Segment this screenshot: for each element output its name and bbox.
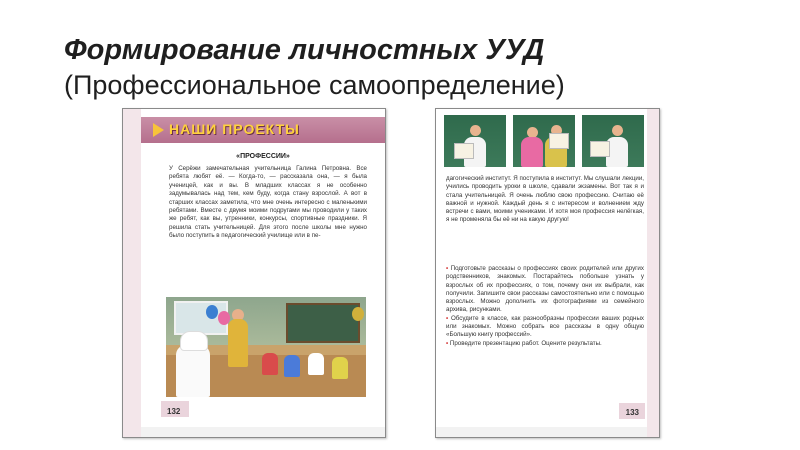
- task-item: • Подготовьте рассказы о профессиях своих родителей или других родственников, знакомых. Постарайтесь побольше узнать у взрослых об их профессиях, о том, почему они их выбрали, как получили. Запишите свои рассказы самостоятельно или с помощью взрослых. Можно дополнить их фотографиями из семейного архива, рисунками.: [446, 265, 644, 314]
- textbook-page-left: [122, 108, 386, 438]
- page-edge-decoration: [123, 109, 141, 437]
- bullet-icon: •: [446, 339, 449, 347]
- story-title: «ПРОФЕССИИ»: [236, 153, 290, 160]
- task-item: • Проведите презентацию работ. Оцените результаты.: [446, 339, 602, 347]
- section-header-title: НАШИ ПРОЕКТЫ: [169, 121, 300, 137]
- bullet-icon: •: [446, 314, 449, 322]
- story-continuation: дагогический институт. Я поступила в институт. Мы слушали лекции, учились проводить уроки в школе, сдавали экзамены. Вот так я и стала учительницей. Я очень люблю свою профессию. Считаю её важной и нужной. Каждый день я с интересом и волнением жду встречи с вами, моими учениками. И хотя моя профессия нелёгкая, я не променяла бы её ни на какую другую!: [446, 175, 645, 224]
- task-list: [446, 265, 644, 348]
- page-number: 132: [167, 407, 181, 416]
- task-item: • Обсудите в классе, как разнообразны профессии ваших родных или знакомых. Можно собрать все рассказы в одну общую «Большую книгу профессий».: [446, 314, 644, 339]
- textbook-page-right: [435, 108, 660, 438]
- story-text: У Серёжи замечательная учительница Галина Петровна. Все ребята любят её. — Когда-то, — рассказала она, — я была ученицей, как и вы. В младших классах я не особенно задумывалась над тем, кем буду, когда стану взрослой. А вот в старших классах заметила, что мне очень интересно с маленькими ребятами. Вместе с двумя моими подругами мы проводили у таких же ребят, как вы, утренники, конкурсы, спортивные праздники. Я решила стать учительницей. Для этого после школы мне нужно было поступить в педагогический училище или в пе-: [169, 165, 367, 240]
- slide-subtitle: (Профессиональное самоопределение): [64, 70, 565, 100]
- classroom-photo: [166, 297, 366, 397]
- header-arrow-icon: [153, 123, 164, 137]
- photo-girls-presenting: [513, 115, 575, 167]
- photo-boy-with-book: [582, 115, 644, 167]
- bullet-icon: •: [446, 265, 449, 272]
- slide-title: Формирование личностных УУД: [64, 34, 545, 66]
- page-number: 133: [625, 408, 639, 417]
- photo-boy-presenting: [444, 115, 506, 167]
- photo-strip: [444, 115, 644, 167]
- text-fade: [141, 285, 385, 295]
- page-edge-decoration: [647, 109, 659, 437]
